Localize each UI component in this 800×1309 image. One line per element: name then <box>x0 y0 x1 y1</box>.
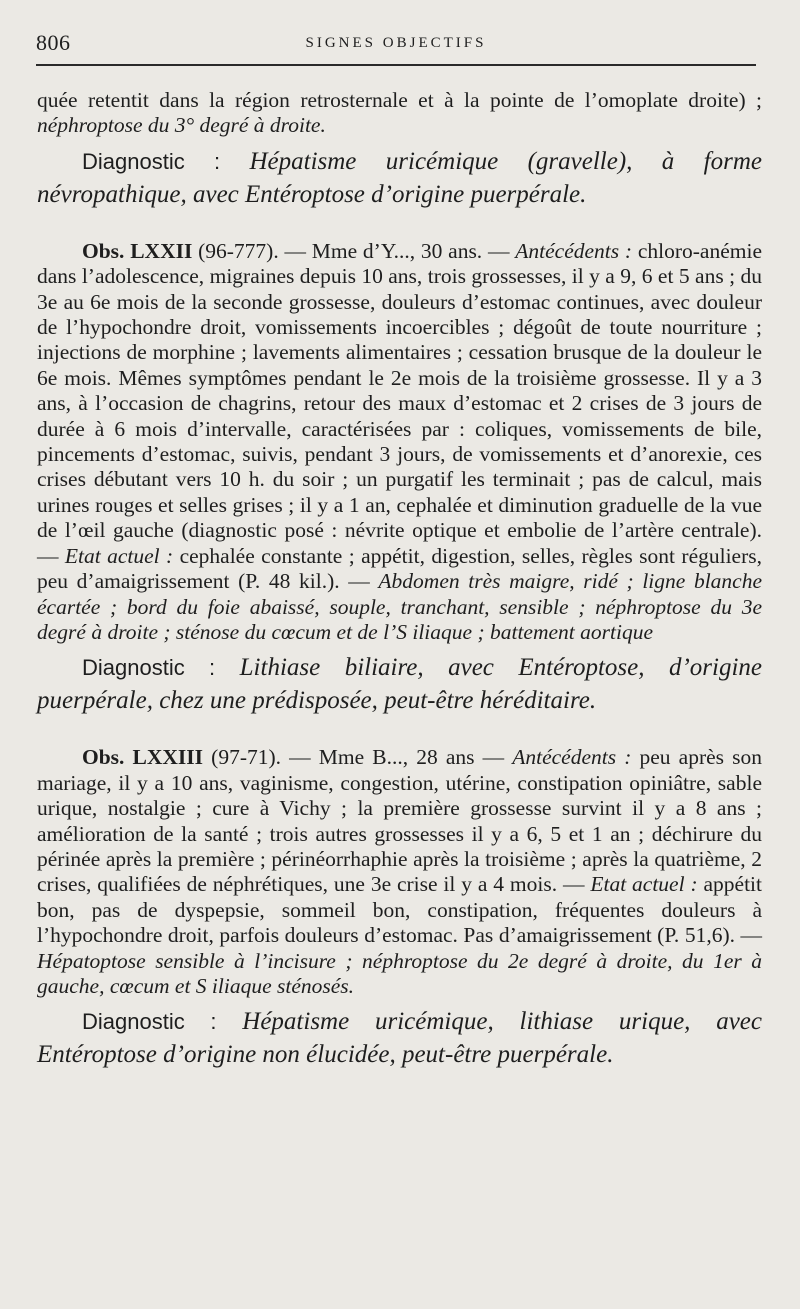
diagnostic-text: Lithiase biliaire, avec Entéroptose, d’origine puerpérale, chez une prédisposée, peut-être héréditaire. <box>37 654 763 715</box>
observation-ref: (96-777). — Mme d’Y..., 30 ans. — <box>198 238 510 263</box>
observation-ref: (97-71). — Mme B..., 28 ans — <box>211 745 505 770</box>
diagnostic-2 <box>37 651 762 717</box>
diagnostic-label: Diagnostic : <box>82 148 221 174</box>
observation-73 <box>37 745 762 999</box>
diagnostic-label: Diagnostic : <box>82 655 216 681</box>
diagnostic-1 <box>37 145 762 211</box>
page-header <box>36 28 756 62</box>
continuation-text: quée retentit dans la région retrosternale et à la pointe de l’omoplate droite) ; <box>37 88 762 112</box>
diagnostic-3 <box>37 1005 762 1071</box>
abdomen-text: très maigre, ridé ; ligne blanche écartée ; bord du foie abaissé, souple, tranchant, sensible ; néphroptose du 3e degré à droite ; sténose du cœcum et de l’S iliaque ; battement aortique <box>37 569 763 644</box>
diagnostic-label: Diagnostic : <box>82 1009 217 1035</box>
etat-text: cephalée constante ; appétit, digestion, selles, règles sont réguliers, peu d’amaigrissement (P. 48 kil.). — <box>37 543 762 594</box>
observation-title: Obs. LXXIII <box>82 745 204 770</box>
observation-title: Obs. LXXII <box>82 238 193 263</box>
continuation-italic: néphroptose du 3° degré à droite. <box>37 113 326 138</box>
diagnostic-text: Hépatisme uricémique, lithiase urique, avec Entéroptose d’origine non élucidée, peut-être puerpérale. <box>37 1008 762 1069</box>
observation-72 <box>37 239 762 646</box>
observation-history: chloro-anémie dans l’adolescence, migraines depuis 10 ans, trois grossesses, il y a 9, 6 et 5 ans ; du 3e au 6e mois de la seconde grossesse, douleurs d’estomac continues, avec douleur de l’hypochondre droit, vomissements incoercibles ; dégoût de toute nourriture ; injections de morphine ; lavements alimentaires ; cessation brusque de la douleur le 6e mois. Mêmes symptômes pendant le 2e mois de la troisième grossesse. Il y a 3 ans, à l’occasion de chagrins, retour des maux d’estomac et 2 crises de 3 jours de durée à 6 mois d’intervalle, caractérisées par : coliques, vomissements de bile, pincements d’estomac, suivis, pendant 3 jours, de vomissements et d’anorexie, ces crises débutant vers 10 h. du soir ; un purgatif les terminait ; pas de calcul, mais urines rouges et selles grises ; il y a 1 an, cephalée et diminution graduelle de la vue de l’œil gauche (diagnostic posé : névrite optique et embolie de l’artère centrale). — <box>37 238 763 568</box>
etat-text: appétit bon, pas de dyspepsie, sommeil bon, constipation, fréquentes douleurs à l’hypochondre droit, parfois douleurs d’estomac. Pas d’amaigrissement (P. 51,6). — <box>37 872 762 948</box>
diagnostic-text: Hépatisme uricémique (gravelle), à forme névropathique, avec Entéroptose d’origine puerpérale. <box>37 147 762 208</box>
findings-text: Hépatoptose sensible à l’incisure ; néphroptose du 2e degré à droite, du 1er à gauche, cœcum et S iliaque sténosés. <box>37 948 762 998</box>
antecedents-label: Antécédents : <box>512 745 632 770</box>
page-number: 806 <box>36 30 71 55</box>
page-body <box>37 88 762 1071</box>
running-head: SIGNES OBJECTIFS <box>305 35 487 51</box>
abdomen-label: Abdomen <box>378 569 460 594</box>
etat-label: Etat actuel : <box>64 543 174 568</box>
antecedents-label: Antécédents : <box>515 238 633 263</box>
observation-history: peu après son mariage, il y a 10 ans, vaginisme, congestion, utérine, constipation opiniâtre, sable urique, nostalgie ; cure à Vichy ; la première grossesse survint il y a 8 ans ; amélioration de la santé ; trois autres grossesses il y a 6, 5 et 1 an ; déchirure du périnée après la première ; périnéorrhaphie après la troisième ; après la quatrième, 2 crises, qualifiées de néphrétiques, une 3e crise il y a 4 mois. — <box>37 745 763 897</box>
continuation-paragraph <box>37 88 762 139</box>
etat-label: Etat actuel : <box>590 872 698 897</box>
header-rule <box>36 64 756 66</box>
